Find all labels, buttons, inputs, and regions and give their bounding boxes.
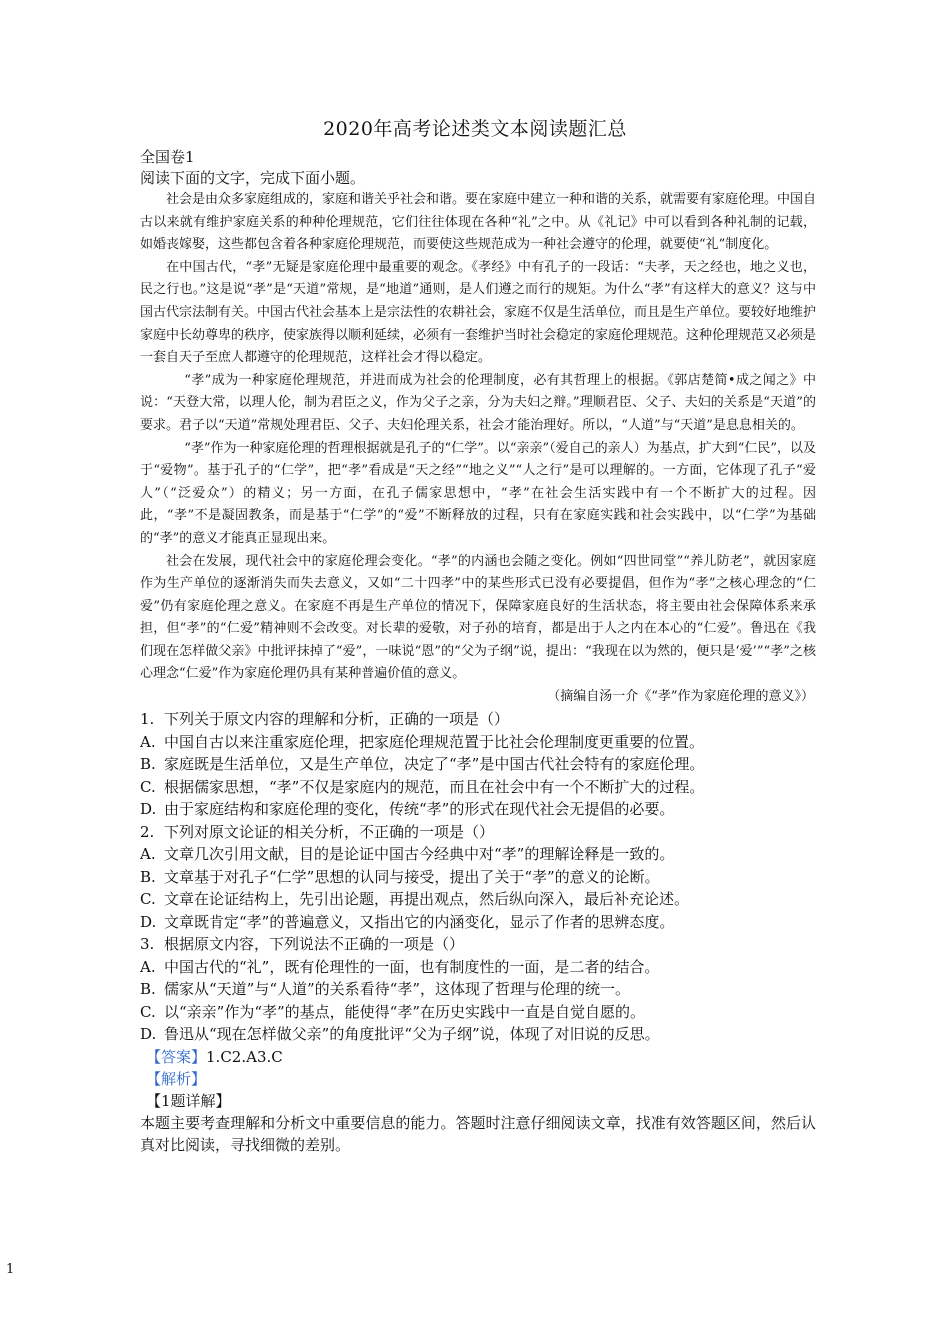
- question-1-option-b: [140, 753, 816, 776]
- option-label: D.: [140, 912, 157, 931]
- option-text: 由于家庭结构和家庭伦理的变化，传统“孝”的形式在现代社会无提倡的必要。: [164, 800, 675, 819]
- question-1-stem: [140, 708, 816, 731]
- question-text: 根据原文内容，下列说法不正确的一项是（）: [164, 935, 465, 954]
- option-text: 家庭既是生活单位，又是生产单位，决定了“孝”是中国古代社会特有的家庭伦理。: [164, 755, 705, 774]
- analysis-line: [140, 1068, 816, 1090]
- document-body: [140, 147, 816, 1157]
- option-label: A.: [140, 957, 156, 976]
- answer-label: 【答案】: [146, 1047, 207, 1066]
- detail-heading: 【1题详解】: [146, 1091, 231, 1110]
- answer-line: [140, 1046, 816, 1068]
- option-text: 中国古代的“礼”，既有伦理性的一面，也有制度性的一面，是二者的结合。: [164, 957, 660, 976]
- question-text: 下列关于原文内容的理解和分析，正确的一项是（）: [164, 710, 510, 729]
- passage-paragraph-5: 社会在发展，现代社会中的家庭伦理会变化。“孝”的内涵也会随之变化。例如“四世同堂”“养儿防老”，就因家庭作为生产单位的逐渐消失而失去意义，又如“二十四孝”中的某些形式已没有必要提倡，但作为“孝”之核心理念的“仁爱”仍有家庭伦理之意义。在家庭不再是生产单位的情况下，保障家庭良好的生活状态，将主要由社会保障体系来承担，但“孝”的“仁爱”精神则不会改变。对长辈的爱敬，对子孙的培育，都是出于人之内在本心的“仁爱”。鲁迅在《我们现在怎样做父亲》中批评抹掉了“爱”，一味说“恩”的“父为子纲”说，提出：“我现在以为然的，便只是‘爱’”“孝”之核心理念“仁爱”作为家庭伦理仍具有某种普遍价值的意义。: [140, 553, 816, 682]
- passage-source: （摘编自汤一介《“孝”作为家庭伦理的意义》）: [547, 689, 814, 705]
- option-text: 文章在论证结构上，先引出论题，再提出观点，然后纵向深入，最后补充论述。: [164, 890, 690, 909]
- question-2-option-a: [140, 843, 816, 866]
- option-text: 文章基于对孔子“仁学”思想的认同与接受，提出了关于“孝”的意义的论断。: [164, 867, 660, 886]
- option-text: 以“亲亲”作为“孝”的基点，能使得“孝”在历史实践中一直是自觉自愿的。: [164, 1002, 646, 1021]
- option-text: 儒家从“天道”与“人道”的关系看待“孝”，这体现了哲理与伦理的统一。: [164, 980, 631, 999]
- question-3-option-d: [140, 1023, 816, 1046]
- option-label: B.: [140, 980, 156, 999]
- option-label: B.: [140, 755, 156, 774]
- option-label: A.: [140, 845, 156, 864]
- option-text: 文章几次引用文献，目的是论证中国古今经典中对“孝”的理解诠释是一致的。: [164, 845, 675, 864]
- passage-paragraph-2: 在中国古代，“孝”无疑是家庭伦理中最重要的观念。《孝经》中有孔子的一段话：“夫孝，天之经也，地之义也，民之行也。”这是说“孝”是“天道”常规，是“地道”通则，是人们遵之而行的规矩。为什么“孝”有这样大的意义？这与中国古代宗法制有关。中国古代社会基本上是宗法性的农耕社会，家庭不仅是生活单位，而且是生产单位。要较好地维护家庭中长幼尊卑的秩序，使家族得以顺利延续，必须有一套维护当时社会稳定的家庭伦理规范。这种伦理规范又必须是一套自天子至庶人都遵守的伦理规范，这样社会才得以稳定。: [140, 259, 817, 366]
- analysis-label: 【解析】: [146, 1069, 207, 1088]
- question-3-option-b: [140, 978, 816, 1001]
- question-2-option-c: [140, 888, 816, 911]
- document-title: 2020年高考论述类文本阅读题汇总: [323, 118, 627, 140]
- question-number: 2.: [140, 822, 155, 841]
- passage-paragraph-3: “孝”成为一种家庭伦理规范，并进而成为社会的伦理制度，必有其哲理上的根据。《郭店楚简•成之闻之》中说：“天登大常，以理人伦，制为君臣之义，作为父子之亲，分为夫妇之辩。”理顺君臣、父子、夫妇的关系是“天道”的要求。君子以“天道”常规处理君臣、父子、夫妇伦理关系，社会才能治理好。所以，“人道”与“天道”是息息相关的。: [140, 372, 816, 433]
- option-label: D.: [140, 800, 157, 819]
- option-label: A.: [140, 732, 156, 751]
- reading-instruction: 阅读下面的文字，完成下面小题。: [140, 169, 366, 187]
- question-2-stem: [140, 821, 816, 844]
- detail-explanation: 本题主要考查理解和分析文中重要信息的能力。答题时注意仔细阅读文章，找准有效答题区间，然后认真对比阅读，寻找细微的差别。: [140, 1113, 816, 1155]
- option-text: 中国自古以来注重家庭伦理，把家庭伦理规范置于比社会伦理制度更重要的位置。: [164, 732, 705, 751]
- option-label: C.: [140, 1002, 156, 1021]
- section-label: 全国卷1: [140, 148, 195, 166]
- question-text: 下列对原文论证的相关分析，不正确的一项是（）: [164, 822, 495, 841]
- question-2-option-b: [140, 866, 816, 889]
- passage-paragraph-1: 社会是由众多家庭组成的，家庭和谐关乎社会和谐。要在家庭中建立一种和谐的关系，就需要有家庭伦理。中国自古以来就有维护家庭关系的种种伦理规范，它们往往体现在各种“礼”之中。从《礼记》中可以看到各种礼制的记载，如婚丧嫁娶，这些都包含着各种家庭伦理规范，而要使这些规范成为一种社会遵守的伦理，就要使“礼”制度化。: [140, 192, 817, 253]
- passage-paragraph-4: “孝”作为一种家庭伦理的哲理根据就是孔子的“仁学”。以“亲亲”（爱自己的亲人）为基点，扩大到“仁民”，以及于“爱物”。基于孔子的“仁学”，把“孝”看成是“天之经”“地之义”“人之行”是可以理解的。一方面，它体现了孔子“爱人”（“泛爱众”）的精义；另一方面，在孔子儒家思想中，“孝”在社会生活实践中有一个不断扩大的过程。因此，“孝”不是凝固教条，而是基于“仁学”的“爱”不断释放的过程，只有在家庭实践和社会实践中，以“仁学”为基础的“孝”的意义才能真正显现出来。: [140, 440, 816, 546]
- option-label: C.: [140, 890, 156, 909]
- option-label: B.: [140, 867, 156, 886]
- option-label: C.: [140, 777, 156, 796]
- option-text: 文章既肯定“孝”的普遍意义，又指出它的内涵变化，显示了作者的思辨态度。: [164, 912, 675, 931]
- option-label: D.: [140, 1025, 157, 1044]
- question-2-option-d: [140, 911, 816, 934]
- answer-value: 1.C2.A3.C: [206, 1047, 283, 1066]
- question-3-option-a: [140, 956, 816, 979]
- question-1-option-c: [140, 776, 816, 799]
- question-number: 1.: [140, 710, 155, 729]
- option-text: 鲁迅从“现在怎样做父亲”的角度批评“父为子纲”说，体现了对旧说的反思。: [164, 1025, 660, 1044]
- question-1-option-d: [140, 798, 816, 821]
- option-text: 根据儒家思想，“孝”不仅是家庭内的规范，而且在社会中有一个不断扩大的过程。: [164, 777, 705, 796]
- question-3-option-c: [140, 1001, 816, 1024]
- page-number: 1: [6, 1262, 15, 1277]
- question-1-option-a: [140, 731, 816, 754]
- question-3-stem: [140, 933, 816, 956]
- question-number: 3.: [140, 935, 155, 954]
